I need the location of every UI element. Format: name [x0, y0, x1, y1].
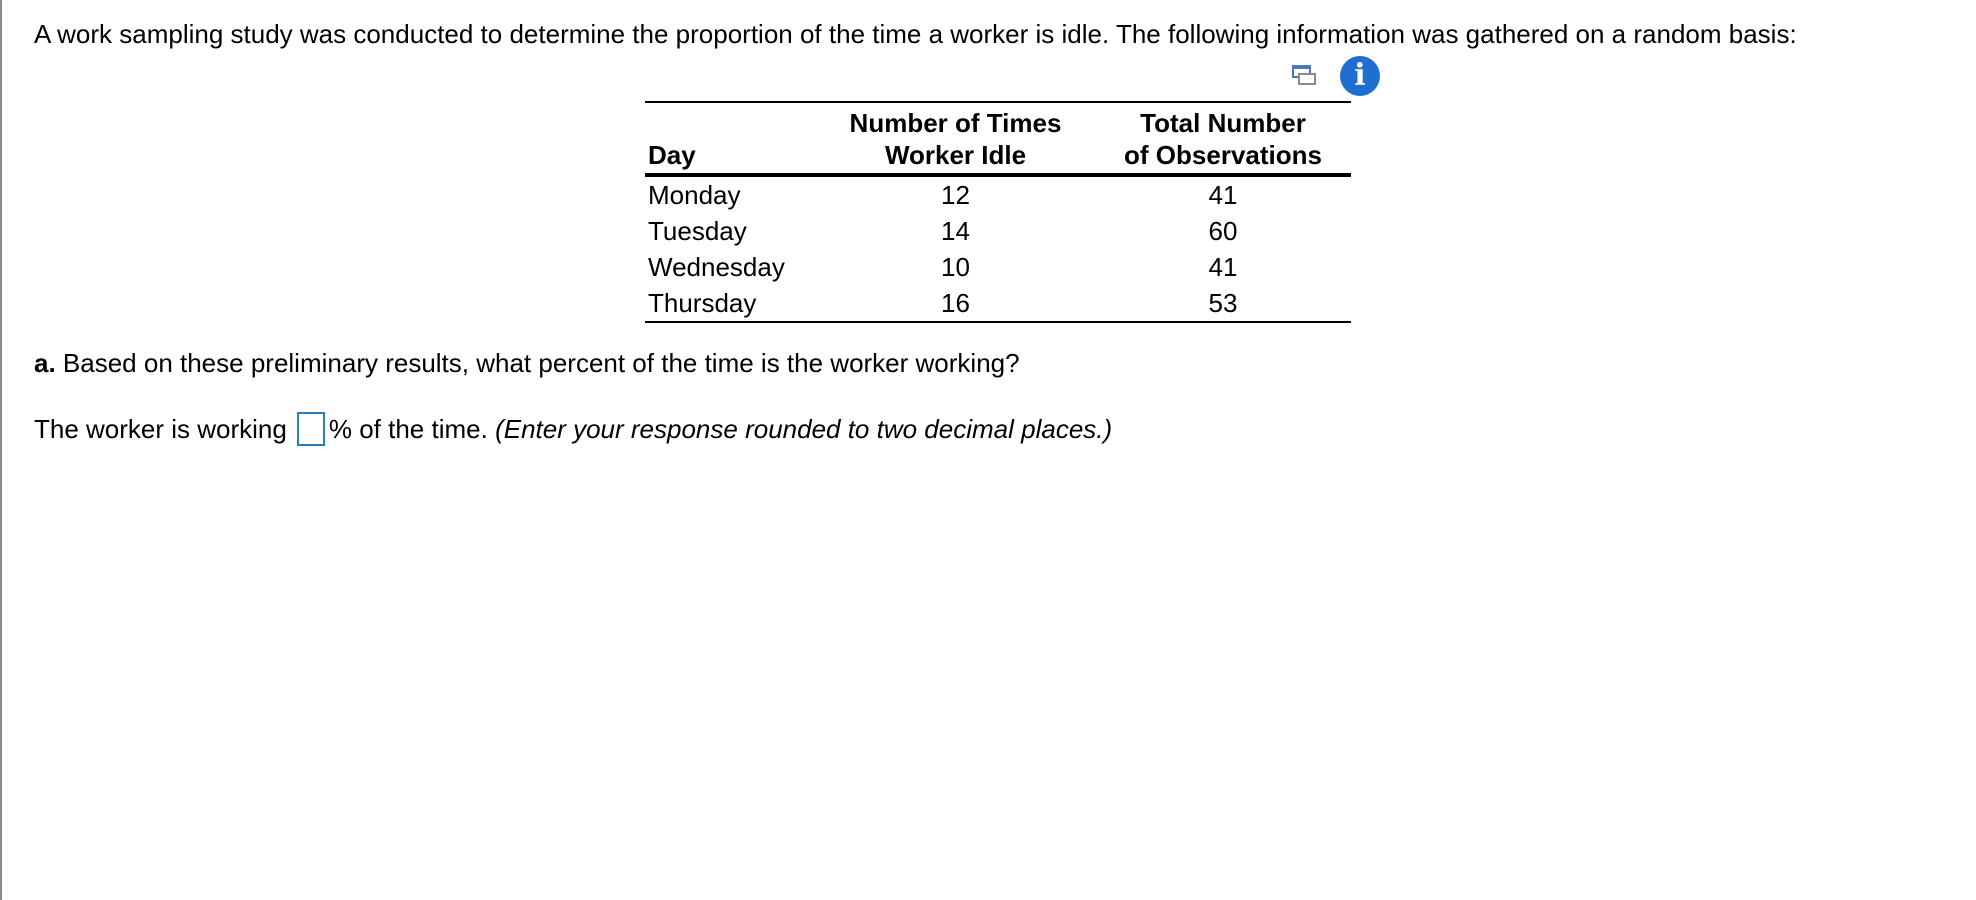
- table-header-row: [645, 102, 1351, 175]
- question-label: a.: [34, 348, 56, 378]
- cell-idle: 12: [941, 180, 970, 210]
- header-times-idle: [816, 102, 1095, 175]
- percent-answer-input[interactable]: [297, 412, 325, 446]
- cell-day: Monday: [648, 180, 741, 210]
- answer-hint: (Enter your response rounded to two decimal places.): [495, 414, 1113, 444]
- cell-total: 60: [1208, 216, 1238, 246]
- cell-idle: 10: [941, 252, 970, 282]
- cell-day: Thursday: [645, 285, 816, 322]
- table-tools: [1290, 56, 1380, 96]
- header-total-observations: [1095, 102, 1351, 175]
- table-row: [645, 285, 1351, 322]
- problem-statement: A work sampling study was conducted to determine the proportion of the time a worker is idle. The following information was gathered on a random basis:: [34, 19, 1797, 49]
- table-row: [645, 175, 1351, 213]
- answer-line: [34, 410, 1112, 448]
- header-day: [645, 102, 816, 175]
- header-total-line2: of Observations: [1124, 140, 1322, 170]
- header-idle-line1: Number of Times: [849, 108, 1062, 138]
- question-text: Based on these preliminary results, what percent of the time is the worker working?: [55, 348, 1020, 378]
- cell-total: 41: [1208, 180, 1238, 210]
- cell-total: 41: [1208, 252, 1238, 282]
- cell-day: Tuesday: [648, 216, 747, 246]
- answer-prefix: The worker is working: [34, 414, 287, 444]
- data-table: [645, 101, 1351, 323]
- cell-idle: 16: [816, 285, 1095, 322]
- table-row: [645, 249, 1351, 285]
- header-total-line1: Total Number: [1140, 108, 1306, 138]
- cell-idle: 14: [941, 216, 970, 246]
- cell-day: Wednesday: [648, 252, 785, 282]
- answer-suffix: % of the time.: [328, 414, 488, 444]
- table-row: [645, 213, 1351, 249]
- copy-table-icon[interactable]: [1290, 62, 1318, 90]
- header-idle-line2: Worker Idle: [884, 140, 1027, 170]
- page-left-border: [0, 0, 2, 900]
- header-day-label: Day: [648, 140, 696, 170]
- cell-total: 53: [1095, 285, 1351, 322]
- info-icon[interactable]: i: [1340, 56, 1380, 96]
- question-a: [34, 347, 1020, 379]
